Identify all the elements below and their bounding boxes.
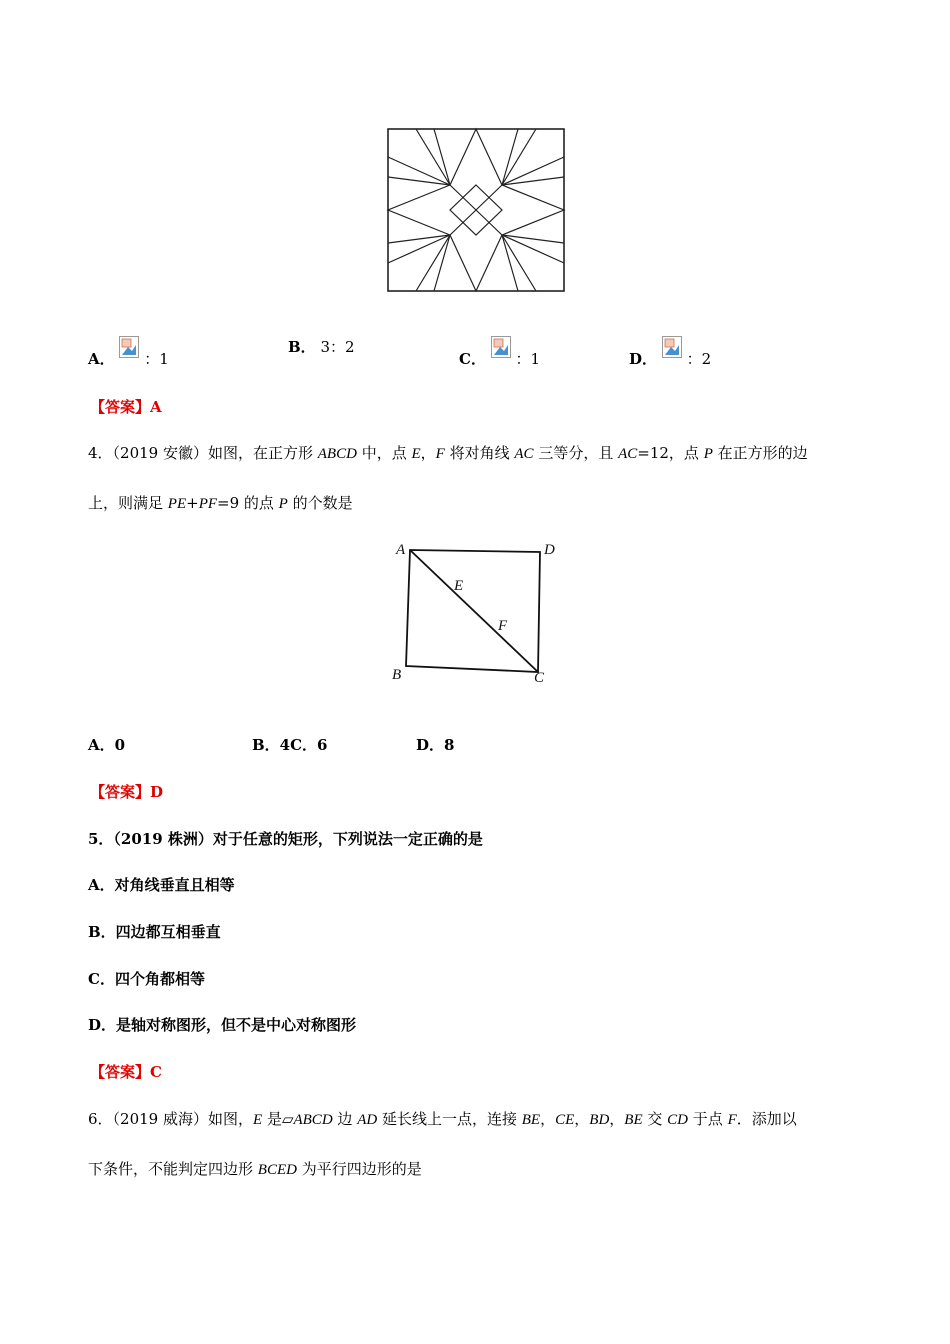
vertex-label-b: B <box>392 667 402 683</box>
q5-option-a: A．对角线垂直且相等 <box>88 876 235 894</box>
math-run: E <box>411 446 421 462</box>
math-run: AC <box>618 446 638 462</box>
text-run: =12，点 <box>637 444 704 462</box>
text-run: 中，点 <box>356 444 412 462</box>
q3-option-a-letter: A． <box>88 350 115 368</box>
math-run: BE <box>624 1112 643 1128</box>
q3-option-d-letter: D． <box>629 350 658 368</box>
text-run: 下条件，不能判定四边形 <box>88 1160 258 1178</box>
q4-option-a: A．0 <box>88 736 126 754</box>
square-abcd-figure <box>388 538 568 688</box>
text-run: 上，则满足 <box>88 494 168 512</box>
text-run: ， <box>609 1110 625 1128</box>
math-run: BE <box>521 1112 541 1128</box>
math-run: P <box>703 446 713 462</box>
answer-value: D <box>150 783 164 801</box>
text-run: 交 <box>642 1110 668 1128</box>
math-run: E <box>253 1112 263 1128</box>
math-run: PF <box>198 496 218 512</box>
text-run: 三等分，且 <box>533 444 619 462</box>
math-run: BCED <box>257 1162 297 1178</box>
point-label-f: F <box>498 618 508 634</box>
q3-option-a <box>88 336 169 369</box>
answer-label: 【答案】 <box>90 398 151 416</box>
math-run: CD <box>667 1112 689 1128</box>
vertex-label-a: A <box>396 542 406 558</box>
q5-answer <box>90 1061 162 1082</box>
q4-option-d: D．8 <box>416 736 455 754</box>
broken-image-icon <box>491 336 511 358</box>
text-run: 是▱ <box>262 1110 294 1128</box>
text-run: 4．（2019 安徽）如图，在正方形 <box>88 444 318 462</box>
q5-option-c: C．四个角都相等 <box>88 970 205 988</box>
vertex-label-c: C <box>534 670 545 686</box>
q4-answer <box>90 781 163 802</box>
answer-label: 【答案】 <box>90 1063 151 1081</box>
q4-option-bc: B．4C．6 <box>252 736 328 754</box>
q4-stem-line1 <box>88 442 808 463</box>
q4-stem-line2 <box>88 492 353 513</box>
text-run: ， <box>540 1110 556 1128</box>
math-run: ABCD <box>293 1112 333 1128</box>
star-pattern-figure <box>386 127 566 293</box>
math-run: AD <box>357 1112 378 1128</box>
text-run: 6．（2019 威海）如图， <box>88 1110 253 1128</box>
q3-option-b <box>288 336 355 357</box>
text-run: 将对角线 <box>444 444 515 462</box>
q3-option-a-suffix: ：1 <box>144 350 169 368</box>
text-run: =9 的点 <box>217 494 279 512</box>
q5-option-d: D．是轴对称图形，但不是中心对称图形 <box>88 1016 357 1034</box>
q6-stem-line1 <box>88 1108 797 1129</box>
text-run: 延长线上一点，连接 <box>377 1110 522 1128</box>
math-run: F <box>435 446 445 462</box>
math-run: BD <box>589 1112 610 1128</box>
q5-option-b: B．四边都互相垂直 <box>88 923 221 941</box>
text-run: 于点 <box>688 1110 728 1128</box>
q3-option-c-suffix: ：1 <box>515 350 541 368</box>
text-run: ， <box>420 444 436 462</box>
math-run: ABCD <box>317 446 357 462</box>
q3-option-b-letter: B． <box>288 338 316 356</box>
answer-label: 【答案】 <box>90 783 151 801</box>
text-run: ．添加以 <box>736 1110 797 1128</box>
broken-image-icon <box>662 336 682 358</box>
math-run: F <box>727 1112 737 1128</box>
math-run: AC <box>514 446 534 462</box>
q6-stem-line2 <box>88 1158 422 1179</box>
q3-option-d <box>629 336 711 369</box>
q3-option-c-letter: C． <box>459 350 486 368</box>
math-run: P <box>278 496 288 512</box>
vertex-label-d: D <box>544 542 555 558</box>
q5-stem: 5．（2019 株洲）对于任意的矩形，下列说法一定正确的是 <box>88 830 483 848</box>
answer-value: C <box>150 1063 162 1081</box>
text-run: 的个数是 <box>287 494 353 512</box>
text-run: 在正方形的边 <box>712 444 808 462</box>
q3-option-d-suffix: ：2 <box>686 350 712 368</box>
text-run: 为平行四边形的是 <box>296 1160 422 1178</box>
text-run: + <box>186 494 199 512</box>
math-run: CE <box>555 1112 575 1128</box>
text-run: 边 <box>332 1110 358 1128</box>
q3-option-c <box>459 336 540 369</box>
q3-option-b-text: 3：2 <box>320 338 355 356</box>
math-run: PE <box>167 496 187 512</box>
point-label-e: E <box>454 578 464 594</box>
answer-value: A <box>150 398 162 416</box>
q3-answer <box>90 396 162 417</box>
text-run: ， <box>574 1110 590 1128</box>
broken-image-icon <box>119 336 139 358</box>
